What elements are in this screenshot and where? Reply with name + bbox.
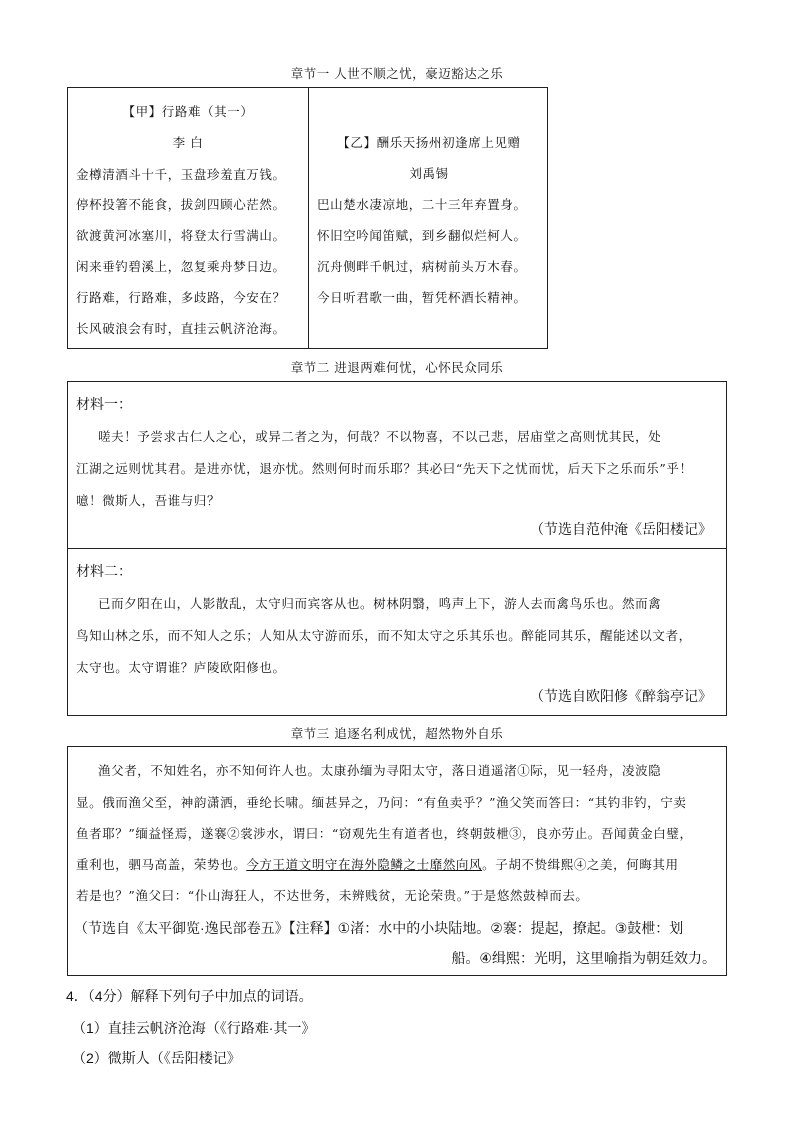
annotation-line-2: 船。④缉熙：光明，这里喻指为朝廷效力。 — [451, 950, 716, 966]
poem-a-line: 欲渡黄河冰塞川，将登太行雪满山。 — [76, 228, 286, 243]
passage-line: 渔父者，不知姓名，亦不知何许人也。太康孙缅为寻阳太守，落日逍遥渚①际，见一轻舟，凌波隐 — [98, 763, 662, 778]
passage-line-4-start: 重利也，驷马高盖，荣势也。 — [76, 857, 247, 872]
material-1-line: 噫！微斯人，吾谁与归？ — [76, 493, 221, 508]
material-2-line: 太守也。太守谓谁？庐陵欧阳修也。 — [76, 660, 286, 675]
poem-a-author: 李 白 — [172, 135, 204, 150]
passage-line: 鱼者耶？”缅益怪焉，遂褰②裳涉水，谓曰：“窃观先生有道者也，终朝鼓枻③，良亦劳止。吾闻黄金白璧， — [76, 826, 693, 841]
annotation-line-1: （节选自《太平御览·逸民部卷五》【注释】①渚：水中的小块陆地。②褰：提起，撩起。③鼓枻：划 — [74, 920, 684, 936]
material-1-box — [67, 381, 727, 549]
material-2-line: 鸟知山林之乐，而不知人之乐；人知从太守游而乐，而不知太守之乐其乐也。醉能同其乐，醒能述以文者， — [76, 628, 692, 643]
poem-a-line: 长风破浪会有时，直挂云帆济沧海。 — [76, 321, 286, 336]
section-3-box — [67, 746, 727, 976]
poem-table — [67, 87, 548, 349]
poem-a-title: 【甲】行路难（其一） — [122, 104, 254, 119]
material-2-source: （节选自欧阳修《醉翁亭记》 — [530, 688, 712, 704]
poem-b-line: 今日听君歌一曲，暂凭杯酒长精神。 — [317, 290, 527, 305]
question-item: （2）微斯人（《岳阳楼记》 — [72, 1050, 241, 1066]
poem-b-author: 刘禹锡 — [409, 166, 449, 181]
material-2-box — [67, 548, 727, 716]
poem-a-line: 闲来垂钓碧溪上，忽复乘舟梦日边。 — [76, 259, 286, 274]
material-1-line: 嗟夫！予尝求古仁人之心，或异二者之为，何哉？不以物喜，不以己悲，居庙堂之高则忧其民，处 — [98, 429, 662, 444]
passage-line-4-end: 。子胡不贽缉熙④之美，何晦其用 — [482, 857, 679, 872]
section-2-heading: 章节二 进退两难何忧，心怀民众同乐 — [290, 360, 504, 375]
poem-divider — [308, 88, 309, 348]
poem-a-line: 行路难，行路难，多歧路，今安在？ — [76, 290, 286, 305]
poem-b-title: 【乙】酬乐天扬州初逢席上见赠 — [337, 135, 521, 150]
passage-line: 若是也？”渔父曰：“仆山海狂人，不达世务，未辨贱贫，无论荣贵。”于是悠然鼓棹而去。 — [76, 888, 589, 903]
material-1-label: 材料一： — [76, 396, 132, 412]
underlined-sentence: 今方王道文明守在海外隐鳞之士靡然向风 — [246, 857, 483, 872]
section-3-heading: 章节三 追逐名利成忧，超然物外自乐 — [290, 726, 504, 741]
material-2-label: 材料二： — [76, 563, 132, 579]
section-1-heading: 章节一 人世不顺之忧，豪迈豁达之乐 — [290, 66, 504, 81]
material-1-line: 江湖之远则忧其君。是进亦忧，退亦忧。然则何时而乐耶？其必曰“先天下之忧而忧，后天下之乐而乐”乎！ — [76, 461, 693, 476]
material-1-source: （节选自范仲淹《岳阳楼记》 — [530, 521, 712, 537]
passage-line — [76, 855, 679, 873]
question-stem: 4．（4分）解释下列句子中加点的词语。 — [66, 988, 313, 1004]
poem-b-line: 怀旧空吟闻笛赋，到乡翻似烂柯人。 — [317, 228, 527, 243]
material-2-line: 已而夕阳在山，人影散乱，太守归而宾客从也。树林阴翳，鸣声上下，游人去而禽鸟乐也。然而禽 — [98, 596, 662, 611]
passage-line: 显。俄而渔父至，神韵潇洒，垂纶长啸。缅甚异之，乃问：“有鱼卖乎？”渔父笑而答曰：“其钓非钓，宁卖 — [76, 795, 687, 810]
poem-a-line: 金樽清酒斗十千，玉盘珍羞直万钱。 — [76, 167, 286, 182]
poem-a-line: 停杯投箸不能食，拔剑四顾心茫然。 — [76, 197, 286, 212]
poem-b-line: 巴山楚水凄凉地，二十三年弃置身。 — [317, 197, 527, 212]
question-item: （1）直挂云帆济沧海（《行路难·其一》 — [72, 1020, 316, 1036]
poem-b-line: 沉舟侧畔千帆过，病树前头万木春。 — [317, 259, 527, 274]
